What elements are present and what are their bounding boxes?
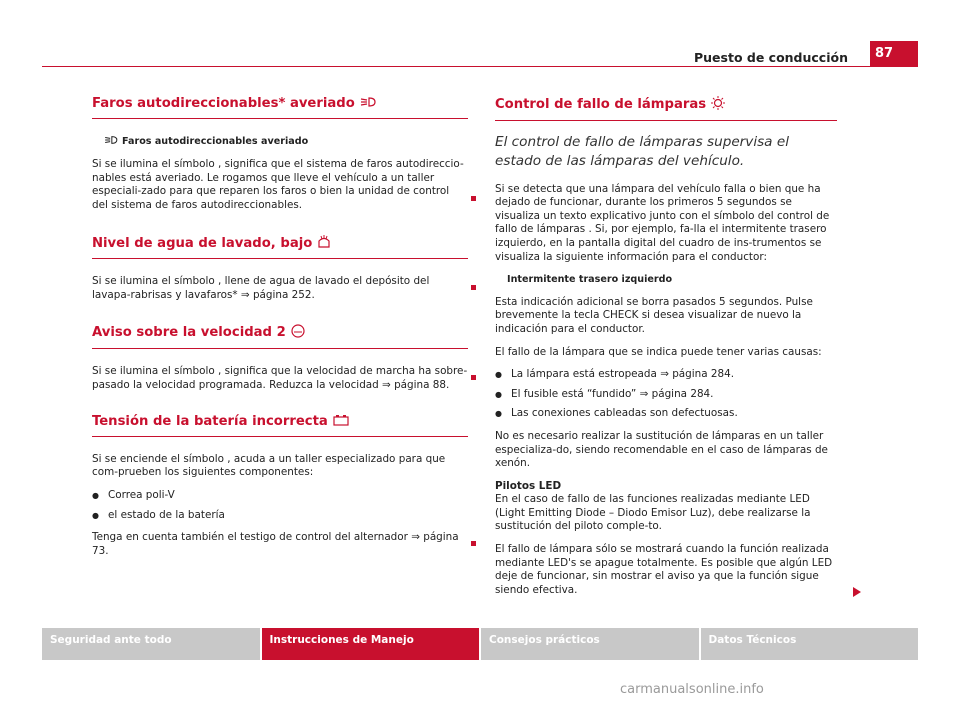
continue-arrow-icon	[853, 587, 861, 597]
section-heading: Aviso sobre la velocidad 2	[92, 324, 468, 349]
watermark: carmanualsonline.info	[620, 682, 764, 697]
page-number: 87	[870, 41, 918, 67]
intro-text: El control de fallo de lámparas supervisa el estado de las lámparas del vehículo.	[495, 133, 789, 169]
headlight-warning-icon	[104, 135, 118, 150]
warning-subtitle: Faros autodireccionables averiado	[92, 135, 468, 150]
paragraph: Esta indicación adicional se borra pasados 5 segundos. Pulse brevemente la tecla CHECK si desea visualizar de nuevo la indicación para el conductor.	[495, 295, 813, 335]
subheading-led: Pilotos LED	[495, 479, 562, 492]
left-column	[92, 96, 468, 580]
speed-warning-icon	[291, 324, 305, 342]
section-bateria	[92, 414, 468, 558]
causes-list	[495, 368, 837, 421]
bulb-failure-icon	[711, 96, 725, 114]
list-item: ● El fusible está “fundido” ⇒ página 284.	[495, 388, 837, 402]
paragraph: Si se ilumina el símbolo , llene de agua de lavado el depósito del lavapa-rabrisas y lavafaros* ⇒ página 252.	[92, 275, 430, 301]
chapter-nav	[42, 628, 918, 660]
paragraph: No es necesario realizar la sustitución de lámparas en un taller especializa-do, siendo recomendable en el caso de lámparas de xenón.	[495, 429, 828, 470]
paragraph: El fallo de la lámpara que se indica puede tener varias causas:	[495, 345, 822, 358]
tab-instrucciones[interactable]: Instrucciones de Manejo	[262, 628, 480, 660]
paragraph: El fallo de lámpara sólo se mostrará cuando la función realizada mediante LED's se apague totalmente. Es posible que algún LED deje de funcionar, sin mostrar el aviso ya que la función sigue siendo efectiva.	[495, 543, 833, 596]
tab-datos[interactable]: Datos Técnicos	[701, 628, 919, 660]
section-heading: Control de fallo de lámparas	[495, 96, 837, 121]
list-item: ● Las conexiones cableadas son defectuosas.	[495, 407, 837, 421]
section-end-mark	[471, 375, 476, 380]
section-heading: Nivel de agua de lavado, bajo	[92, 235, 468, 260]
running-header-title: Puesto de conducción	[693, 50, 848, 65]
tab-consejos[interactable]: Consejos prácticos	[481, 628, 699, 660]
list-item: ● La lámpara está estropeada ⇒ página 284.	[495, 368, 837, 382]
last-paragraph-wrap	[495, 543, 837, 597]
section-end-mark	[471, 196, 476, 201]
section-heading: Faros autodireccionables* averiado	[92, 96, 468, 119]
header-rule	[42, 66, 870, 67]
tab-seguridad[interactable]: Seguridad ante todo	[42, 628, 260, 660]
section-agua-lavado	[92, 235, 468, 303]
battery-icon	[333, 414, 349, 430]
list-item: ● el estado de la batería	[92, 509, 468, 523]
paragraph: Si se enciende el símbolo , acuda a un taller especializado para que com-prueben los siguientes componentes:	[92, 452, 446, 479]
paragraph: Tenga en cuenta también el testigo de control del alternador ⇒ página 73.	[92, 531, 459, 557]
paragraph: Si se detecta que una lámpara del vehículo falla o bien que ha dejado de funcionar, durante los primeros 5 segundos se visualiza un texto explicativo junto con el símbolo del control de fallo de lámparas . Si, por ejemplo, fa-lla el intermitente trasero izquierdo, en la pantalla digital del cuadro de ins-trumentos se visualiza la siguiente información para el conductor:	[495, 182, 830, 263]
section-end-mark	[471, 285, 476, 290]
section-velocidad	[92, 324, 468, 392]
component-list	[92, 489, 468, 522]
paragraph: Si se ilumina el símbolo , significa que el sistema de faros autodireccio-nables está averiado. Le rogamos que lleve el vehículo a un taller especiali-zado para que reparen los faros o bien la unidad de control del sistema de faros autodireccionables.	[92, 158, 464, 211]
list-item: ● Correa poli-V	[92, 489, 468, 503]
washer-fluid-icon	[317, 235, 331, 253]
section-faros	[92, 96, 468, 213]
display-message: Intermitente trasero izquierdo	[507, 274, 673, 286]
right-column	[495, 96, 837, 606]
paragraph: En el caso de fallo de las funciones realizadas mediante LED (Light Emitting Diode – Diodo Emisor Luz), debe realizarse la sustitución del piloto comple-to.	[495, 493, 811, 533]
paragraph: Si se ilumina el símbolo , significa que la velocidad de marcha ha sobre-pasado la velocidad programada. Reduzca la velocidad ⇒ página 88.	[92, 364, 468, 391]
headlight-warning-icon	[360, 96, 376, 112]
section-end-mark	[471, 541, 476, 546]
section-heading: Tensión de la batería incorrecta	[92, 414, 468, 437]
